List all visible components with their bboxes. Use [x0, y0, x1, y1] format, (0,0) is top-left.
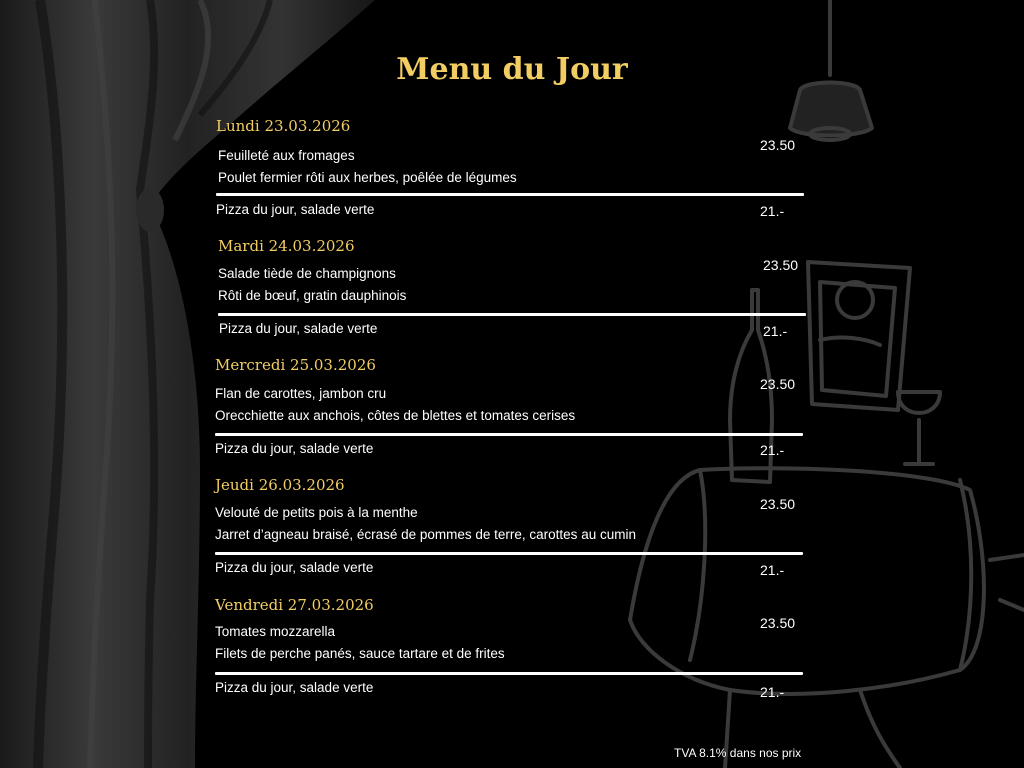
menu-price: 23.50 [763, 257, 799, 273]
pizza-item: Pizza du jour, salade verte [215, 441, 374, 456]
dish-item: Orecchiette aux anchois, côtes de blettes et tomates cerises [215, 408, 576, 423]
divider [215, 672, 803, 675]
dish-item: Feuilleté aux fromages [218, 148, 355, 163]
dish-item: Jarret d’agneau braisé, écrasé de pommes de terre, carottes au cumin [215, 527, 636, 542]
menu-price: 23.50 [760, 376, 796, 392]
dish-item: Velouté de petits pois à la menthe [215, 505, 418, 520]
restaurant-table-illustration [600, 0, 1024, 768]
dish-item: Flan de carottes, jambon cru [215, 386, 387, 401]
menu-price: 23.50 [760, 615, 796, 631]
pizza-item: Pizza du jour, salade verte [216, 202, 375, 217]
dish-item: Salade tiède de champignons [218, 266, 396, 281]
vat-note: TVA 8.1% dans nos prix [674, 746, 802, 760]
divider [218, 313, 806, 316]
day-title: Mardi 24.03.2026 [218, 237, 355, 255]
day-title: Mercredi 25.03.2026 [215, 356, 376, 374]
divider [216, 193, 804, 196]
menu-price: 23.50 [760, 496, 796, 512]
page-title: Menu du Jour [396, 52, 628, 87]
pizza-price: 21.- [760, 203, 785, 219]
dish-item: Poulet fermier rôti aux herbes, poêlée de légumes [218, 170, 517, 185]
dish-item: Tomates mozzarella [215, 624, 336, 639]
divider [215, 552, 803, 555]
pizza-price: 21.- [760, 442, 785, 458]
dish-item: Filets de perche panés, sauce tartare et de frites [215, 646, 505, 661]
dish-item: Rôti de bœuf, gratin dauphinois [218, 288, 407, 303]
pizza-price: 21.- [760, 684, 785, 700]
menu-price: 23.50 [760, 137, 796, 153]
pizza-price: 21.- [760, 562, 785, 578]
pizza-item: Pizza du jour, salade verte [215, 560, 374, 575]
pizza-item: Pizza du jour, salade verte [219, 321, 378, 336]
day-title: Vendredi 27.03.2026 [215, 596, 374, 614]
divider [215, 433, 803, 436]
day-title: Lundi 23.03.2026 [216, 117, 351, 135]
pizza-item: Pizza du jour, salade verte [215, 680, 374, 695]
pizza-price: 21.- [763, 323, 788, 339]
day-title: Jeudi 26.03.2026 [215, 476, 345, 494]
